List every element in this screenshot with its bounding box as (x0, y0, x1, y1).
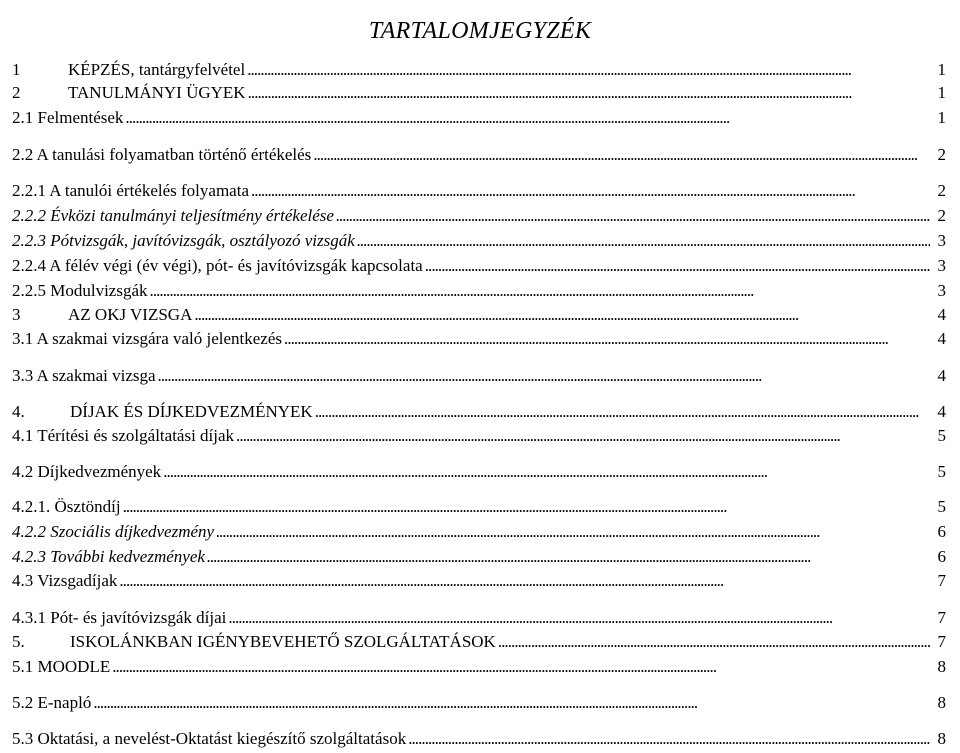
toc-link-szakmai-vizsga[interactable] (12, 365, 934, 387)
toc-entry-label: 5.1 MOODLE (12, 657, 111, 676)
toc-entry-label: 2.2.4 A félév végi (év végi), pót- és javítóvizsgák kapcsolata (12, 256, 423, 275)
toc-row (0, 656, 960, 678)
dot-leader (112, 656, 930, 678)
toc-entry-label: AZ OKJ VIZSGA (68, 305, 193, 324)
toc-row (0, 82, 960, 104)
toc-link-osztondij[interactable] (12, 496, 934, 518)
toc-link-vizsgadijak[interactable] (12, 570, 934, 592)
toc-row (0, 107, 960, 129)
toc-link-dijkedvezmenyek[interactable] (12, 461, 934, 483)
toc-link-tanulmanyi-ugyek[interactable] (12, 82, 934, 104)
toc-link-kepzes[interactable] (12, 59, 934, 81)
toc-page-number: 1 (937, 83, 946, 102)
toc-entry-label: KÉPZÉS, tantárgyfelvétel (68, 60, 246, 79)
toc-entry-label: 4.2.1. Ösztöndíj (12, 497, 121, 516)
toc-entry-label: 4.2 Díjkedvezmények (12, 462, 162, 481)
toc-link-kiegeszito-szolgaltatasok[interactable] (12, 728, 934, 750)
toc-link-felmentesek[interactable] (12, 107, 934, 129)
toc-page-number: 5 (937, 426, 946, 445)
toc-row (0, 521, 960, 543)
toc-row (0, 230, 960, 252)
toc-entry-label: 4.3.1 Pót- és javítóvizsgák díjai (12, 608, 227, 627)
toc-page-number: 4 (937, 402, 946, 421)
toc-row (0, 570, 960, 592)
toc-row (0, 401, 960, 423)
toc-page-number: 2 (937, 181, 946, 200)
toc-row (0, 365, 960, 387)
dot-leader (315, 401, 930, 423)
dot-leader (194, 304, 930, 326)
toc-link-okj-vizsga[interactable] (12, 304, 934, 326)
toc-entry-label: 2.2.2 Évközi tanulmányi teljesítmény értékelése (12, 206, 334, 225)
toc-row (0, 180, 960, 202)
toc-link-moodle[interactable] (12, 656, 934, 678)
toc-entry-label: 5.2 E-napló (12, 693, 92, 712)
toc-entry-number: 2 (12, 83, 21, 102)
dot-leader (216, 521, 930, 543)
toc-entry-number: 1 (12, 60, 21, 79)
dot-leader (158, 365, 930, 387)
dot-leader (93, 692, 930, 714)
dot-leader (248, 82, 930, 104)
toc-row (0, 304, 960, 326)
dot-leader (119, 570, 930, 592)
toc-page-number: 1 (937, 60, 946, 79)
toc-entry-label: 2.2 A tanulási folyamatban történő értékelés (12, 145, 312, 164)
toc-page-number: 7 (937, 608, 946, 627)
toc-page-number: 2 (937, 206, 946, 225)
toc-entry-number: 5. (12, 632, 25, 651)
toc-page-number: 3 (937, 231, 946, 250)
dot-leader (357, 230, 930, 252)
toc-row (0, 496, 960, 518)
toc-entry-label: 2.2.5 Modulvizsgák (12, 281, 148, 300)
dot-leader (125, 107, 930, 129)
toc-page-number: 2 (937, 145, 946, 164)
toc-page-number: 4 (937, 366, 946, 385)
dot-leader (150, 280, 930, 302)
toc-page-number: 1 (937, 108, 946, 127)
toc-page-number: 8 (937, 657, 946, 676)
toc-row (0, 425, 960, 447)
toc-entry-label: 3.3 A szakmai vizsga (12, 366, 156, 385)
toc-entry-label: TANULMÁNYI ÜGYEK (68, 83, 246, 102)
toc-page-number: 8 (937, 693, 946, 712)
toc-entry-label: 3.1 A szakmai vizsgára való jelentkezés (12, 329, 283, 348)
toc-page-number: 5 (937, 497, 946, 516)
toc-entry-label: 4.1 Térítési és szolgáltatási díjak (12, 426, 235, 445)
toc-link-tanuloi-ertekeles[interactable] (12, 180, 934, 202)
toc-entry-number: 3 (12, 305, 21, 324)
toc-entry-label: ISKOLÁNKBAN IGÉNYBEVEHETŐ SZOLGÁLTATÁSOK (70, 632, 496, 651)
toc-link-tovabbi-kedvezmenyek[interactable] (12, 546, 934, 568)
toc-link-teritesi-dijak[interactable] (12, 425, 934, 447)
toc-row (0, 144, 960, 166)
toc-row (0, 205, 960, 227)
toc-link-evkozi-teljesitmeny[interactable] (12, 205, 934, 227)
toc-link-modulvizsgak[interactable] (12, 280, 934, 302)
dot-leader (163, 461, 930, 483)
dot-leader (336, 205, 930, 227)
page-title: TARTALOMJEGYZÉK (368, 18, 592, 45)
toc-entry-label: 4.3 Vizsgadíjak (12, 571, 118, 590)
toc-row (0, 607, 960, 629)
toc-entry-label: 4.2.2 Szociális díjkedvezmény (12, 522, 215, 541)
toc-page-number: 6 (937, 522, 946, 541)
toc-link-dijak[interactable] (12, 401, 934, 423)
dot-leader (251, 180, 930, 202)
toc-page-number: 3 (937, 256, 946, 275)
toc-row (0, 728, 960, 750)
toc-entry-label: 5.3 Oktatási, a nevelést-Oktatást kiegészítő szolgáltatások (12, 729, 407, 748)
toc-page-number: 8 (937, 729, 946, 748)
toc-page-number: 6 (937, 547, 946, 566)
toc-page-number: 7 (937, 571, 946, 590)
toc-link-felev-vegi[interactable] (12, 255, 934, 277)
dot-leader (123, 496, 930, 518)
toc-link-e-naplo[interactable] (12, 692, 934, 714)
dot-leader (313, 144, 930, 166)
toc-entry-label: DÍJAK ÉS DÍJKEDVEZMÉNYEK (70, 402, 313, 421)
toc-row (0, 461, 960, 483)
dot-leader (498, 631, 930, 653)
toc-row (0, 280, 960, 302)
toc-page-number: 3 (937, 281, 946, 300)
toc-entry-label: 2.1 Felmentések (12, 108, 124, 127)
dot-leader (236, 425, 930, 447)
dot-leader (228, 607, 930, 629)
dot-leader (425, 255, 930, 277)
toc-entry-label: 4.2.3 További kedvezmények (12, 547, 205, 566)
toc-row (0, 255, 960, 277)
toc-entry-label: 2.2.1 A tanulói értékelés folyamata (12, 181, 249, 200)
toc-link-szocialis-kedvezmeny[interactable] (12, 521, 934, 543)
toc-link-jelentkezes[interactable] (12, 328, 934, 350)
toc-row (0, 546, 960, 568)
toc-page-number: 5 (937, 462, 946, 481)
toc-link-tanulasi-folyamat[interactable] (12, 144, 934, 166)
dot-leader (284, 328, 930, 350)
toc-row (0, 59, 960, 81)
toc-entry-number: 4. (12, 402, 25, 421)
toc-page-number: 4 (937, 305, 946, 324)
toc-row (0, 692, 960, 714)
toc-link-potvizsgak[interactable] (12, 230, 934, 252)
dot-leader (247, 59, 930, 81)
toc-link-szolgaltatasok[interactable] (12, 631, 934, 653)
toc-page-number: 7 (937, 632, 946, 651)
toc-row (0, 328, 960, 350)
toc-row (0, 631, 960, 653)
toc-page-number: 4 (937, 329, 946, 348)
toc-entry-label: 2.2.3 Pótvizsgák, javítóvizsgák, osztályozó vizsgák (12, 231, 355, 250)
dot-leader (207, 546, 930, 568)
toc-link-pot-javito-dijai[interactable] (12, 607, 934, 629)
dot-leader (408, 728, 930, 750)
